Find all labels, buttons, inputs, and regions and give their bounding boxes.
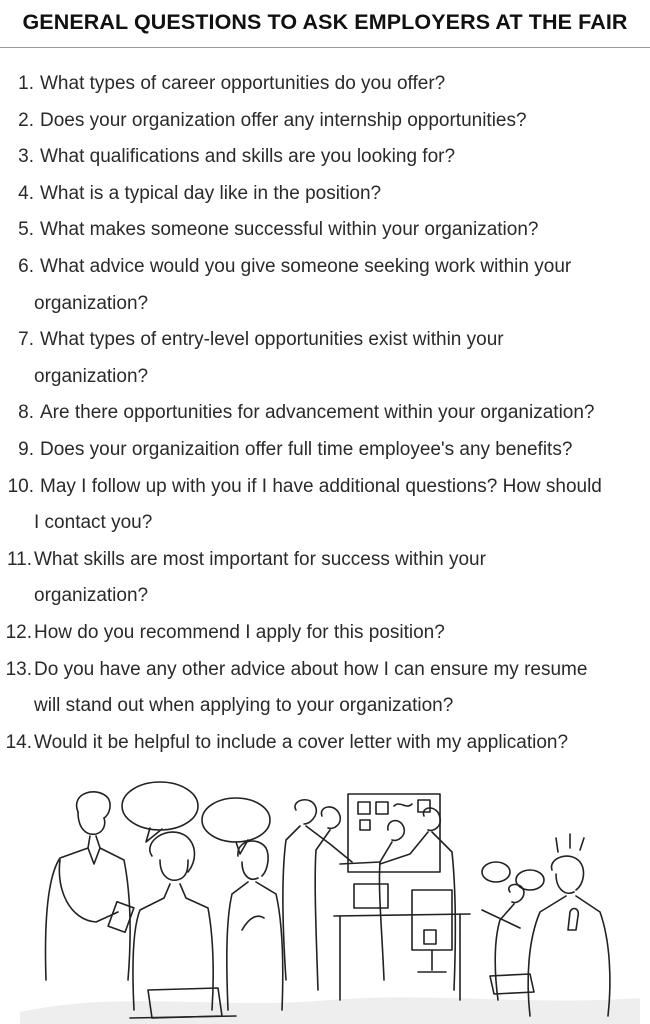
item-number: 9. bbox=[18, 438, 34, 460]
item-text: May I follow up with you if I have additional questions? How should bbox=[40, 475, 602, 497]
list-item bbox=[0, 66, 650, 103]
item-number: 10. bbox=[7, 475, 34, 497]
list-item bbox=[0, 725, 650, 762]
item-text: What qualifications and skills are you looking for? bbox=[40, 146, 456, 168]
item-number: 3. bbox=[18, 146, 34, 168]
item-text: Does your organization offer any internship opportunities? bbox=[40, 109, 527, 131]
item-text: What skills are most important for success within your bbox=[34, 548, 486, 570]
item-text: What types of entry-level opportunities exist within your bbox=[40, 329, 504, 351]
list-item bbox=[0, 615, 650, 652]
team-group bbox=[283, 800, 455, 990]
man-with-phone bbox=[46, 792, 134, 980]
list-item bbox=[0, 176, 650, 213]
list-item bbox=[0, 103, 650, 140]
item-text: What makes someone successful within your organization? bbox=[40, 219, 539, 241]
item-text-continued: organization? bbox=[34, 365, 149, 387]
item-number: 5. bbox=[18, 219, 34, 241]
item-text: What advice would you give someone seeking work within your bbox=[40, 255, 572, 277]
item-text: What is a typical day like in the position? bbox=[40, 182, 382, 204]
item-number: 1. bbox=[18, 73, 34, 94]
item-text-continued: I contact you? bbox=[34, 512, 153, 534]
list-item bbox=[0, 542, 650, 615]
list-item bbox=[0, 249, 650, 322]
office-people-illustration bbox=[0, 780, 650, 1024]
item-number: 11. bbox=[6, 548, 32, 570]
item-text: Would it be helpful to include a cover letter with my application? bbox=[34, 731, 569, 753]
page-title: GENERAL QUESTIONS TO ASK EMPLOYERS AT THE FAIR bbox=[22, 10, 628, 34]
item-text-continued: will stand out when applying to your organization? bbox=[34, 695, 454, 717]
title-divider bbox=[0, 47, 650, 48]
list-item bbox=[0, 322, 650, 395]
item-text: Do you have any other advice about how I can ensure my resume bbox=[34, 658, 588, 680]
item-number: 12. bbox=[5, 621, 32, 643]
list-item bbox=[0, 469, 650, 542]
item-number: 8. bbox=[18, 402, 34, 424]
item-text: Does your organizaition offer full time employee's any benefits? bbox=[40, 438, 573, 460]
item-text-continued: organization? bbox=[34, 585, 149, 607]
item-text: How do you recommend I apply for this position? bbox=[34, 621, 445, 643]
item-number: 4. bbox=[18, 182, 34, 204]
woman-with-laptop bbox=[130, 832, 236, 1018]
list-item bbox=[0, 432, 650, 469]
question-list bbox=[0, 66, 650, 761]
item-text: What types of career opportunities do you offer? bbox=[40, 73, 446, 94]
item-number: 2. bbox=[18, 109, 34, 131]
item-number: 14. bbox=[5, 731, 32, 753]
list-item bbox=[0, 139, 650, 176]
item-text-continued: organization? bbox=[34, 292, 149, 314]
item-text: Are there opportunities for advancement within your organization? bbox=[40, 402, 595, 424]
item-number: 13. bbox=[5, 658, 32, 680]
clapping-woman bbox=[227, 841, 283, 1010]
list-item bbox=[0, 212, 650, 249]
thumbs-up-man bbox=[490, 834, 610, 1016]
desk-with-computer bbox=[334, 884, 470, 1000]
list-item bbox=[0, 395, 650, 432]
item-number: 7. bbox=[18, 329, 34, 351]
item-number: 6. bbox=[18, 255, 34, 277]
list-item bbox=[0, 652, 650, 725]
